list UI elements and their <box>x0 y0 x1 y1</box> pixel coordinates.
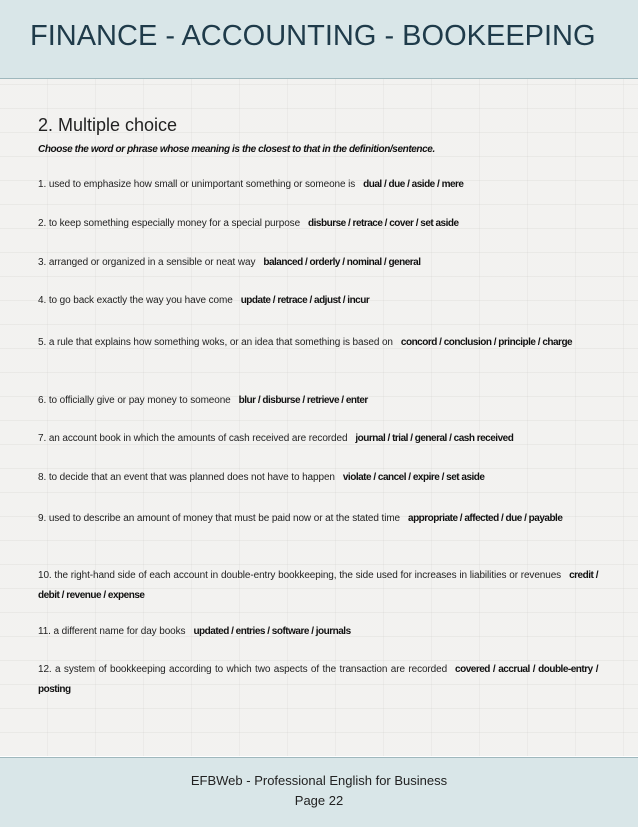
answer-options: credit / debit / revenue / expense <box>38 570 598 601</box>
question-text: 11. a different name for day books <box>38 626 186 637</box>
question-item <box>38 566 598 606</box>
answer-options: balanced / orderly / nominal / general <box>263 257 421 268</box>
question-text: 5. a rule that explains how something woks, or an idea that something is based on <box>38 337 393 348</box>
question-item <box>38 175 598 195</box>
question-item <box>38 622 598 642</box>
question-item <box>38 660 598 700</box>
question-item <box>38 214 598 234</box>
answer-options: violate / cancel / expire / set aside <box>342 472 485 483</box>
page-header <box>0 0 638 79</box>
question-text: 3. arranged or organized in a sensible or neat way <box>38 257 256 268</box>
question-text: 7. an account book in which the amounts of cash received are recorded <box>38 433 348 444</box>
question-text: 10. the right-hand side of each account in double-entry bookkeeping, the side used for increases in liabilities or revenues <box>38 570 562 581</box>
question-item <box>38 253 598 273</box>
answer-options: covered / accrual / double-entry / posting <box>38 664 598 695</box>
section-title: 2. Multiple choice <box>38 115 178 135</box>
question-item <box>38 468 598 488</box>
question-text: 9. used to describe an amount of money that must be paid now or at the stated time <box>38 513 401 524</box>
question-text: 2. to keep something especially money for a special purpose <box>38 218 301 229</box>
header-title: FINANCE - ACCOUNTING - BOOKEEPING <box>30 20 596 52</box>
instructions: Choose the word or phrase whose meaning is the closest to that in the definition/sentence. <box>38 144 435 155</box>
question-text: 6. to officially give or pay money to someone <box>38 395 231 406</box>
question-item <box>38 429 598 449</box>
answer-options: concord / conclusion / principle / charge <box>400 337 573 348</box>
page-footer <box>0 757 638 827</box>
question-text: 4. to go back exactly the way you have come <box>38 295 233 306</box>
question-item <box>38 391 598 411</box>
answer-options: updated / entries / software / journals <box>193 626 351 637</box>
answer-options: disburse / retrace / cover / set aside <box>308 218 459 229</box>
question-text: 8. to decide that an event that was planned does not have to happen <box>38 472 335 483</box>
answer-options: journal / trial / general / cash received <box>355 433 514 444</box>
answer-options: dual / due / aside / mere <box>363 179 464 190</box>
question-text: 1. used to emphasize how small or unimportant something or someone is <box>38 179 356 190</box>
page-number: Page 22 <box>294 793 344 808</box>
question-item <box>38 509 598 529</box>
question-text: 12. a system of bookkeeping according to which two aspects of the transaction are recorded <box>38 664 448 675</box>
answer-options: blur / disburse / retrieve / enter <box>238 395 368 406</box>
answer-options: update / retrace / adjust / incur <box>240 295 370 306</box>
footer-publisher: EFBWeb - Professional English for Business <box>190 773 448 788</box>
question-item <box>38 291 598 311</box>
answer-options: appropriate / affected / due / payable <box>408 513 563 524</box>
question-item <box>38 333 598 353</box>
